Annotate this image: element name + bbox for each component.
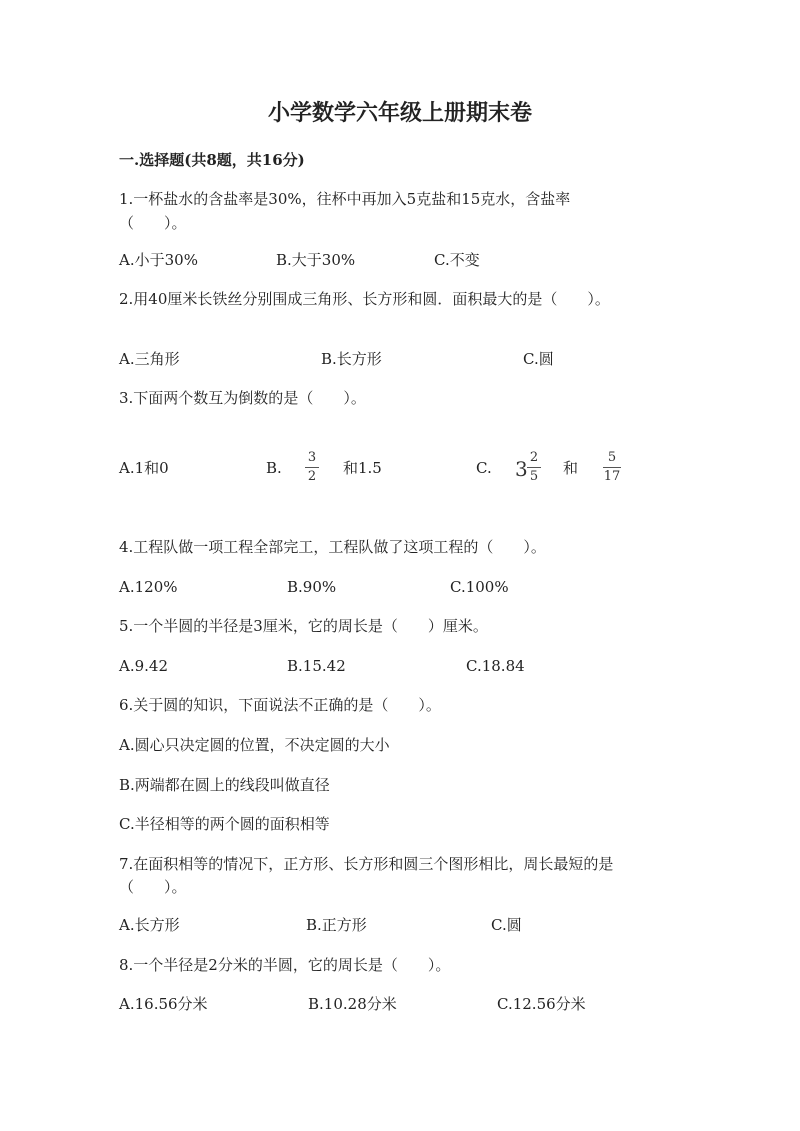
question-3-option-c-whole: 3: [515, 457, 528, 481]
question-7-text-cont: （ ）。: [119, 878, 187, 896]
fraction-numerator: 2: [529, 450, 539, 465]
question-7-option-c: C.圆: [491, 916, 522, 934]
question-1-text: 1.一杯盐水的含盐率是30%，往杯中再加入5克盐和15克水，含盐率: [119, 190, 571, 208]
question-2-option-a: A.三角形: [119, 350, 180, 368]
question-1-option-c: C.不变: [434, 251, 480, 269]
question-8-option-c: C.12.56分米: [497, 995, 586, 1013]
question-3-option-c-fraction: [527, 451, 541, 484]
question-6-option-a: A.圆心只决定圆的位置，不决定圆的大小: [119, 736, 390, 754]
fraction-numerator: 5: [607, 450, 617, 465]
question-5-option-b: B.15.42: [287, 657, 346, 675]
fraction-denominator: 2: [307, 469, 317, 484]
question-7-text: 7.在面积相等的情况下，正方形、长方形和圆三个图形相比，周长最短的是: [119, 855, 614, 873]
fraction-numerator: 3: [307, 450, 317, 465]
question-6-text: 6.关于圆的知识，下面说法不正确的是（ ）。: [119, 696, 441, 714]
question-2-text: 2.用40厘米长铁丝分别围成三角形、长方形和圆．面积最大的是（ ）。: [119, 290, 610, 308]
fraction-denominator: 17: [603, 469, 621, 484]
fraction-denominator: 5: [529, 469, 539, 484]
question-3-option-b-label: B.: [266, 459, 282, 477]
question-3-option-b-fraction: [305, 451, 319, 484]
question-1-text-cont: （ ）。: [119, 214, 187, 232]
question-3-text: 3.下面两个数互为倒数的是（ ）。: [119, 389, 366, 407]
question-5-text: 5.一个半圆的半径是3厘米，它的周长是（ ）厘米。: [119, 617, 488, 635]
question-3-option-a: A.1和0: [119, 459, 169, 477]
question-3-option-b-tail: 和1.5: [343, 459, 382, 477]
question-7-option-a: A.长方形: [119, 916, 180, 934]
question-4-option-b: B.90%: [287, 578, 337, 596]
question-6-option-c: C.半径相等的两个圆的面积相等: [119, 815, 330, 833]
fraction-bar: [527, 467, 541, 468]
question-4-option-a: A.120%: [119, 578, 178, 596]
question-4-text: 4.工程队做一项工程全部完工，工程队做了这项工程的（ ）。: [119, 538, 546, 556]
question-1-option-a: A.小于30%: [119, 251, 198, 269]
question-8-option-a: A.16.56分米: [119, 995, 208, 1013]
question-5-option-a: A.9.42: [119, 657, 168, 675]
question-2-option-b: B.长方形: [321, 350, 382, 368]
page-title: 小学数学六年级上册期末卷: [267, 100, 532, 126]
question-5-option-c: C.18.84: [466, 657, 525, 675]
question-6-option-b: B.两端都在圆上的线段叫做直径: [119, 776, 330, 794]
question-3-option-c-label: C.: [476, 459, 492, 477]
question-1-option-b: B.大于30%: [276, 251, 356, 269]
question-2-option-c: C.圆: [523, 350, 554, 368]
section-heading: 一.选择题(共8题，共16分): [119, 151, 305, 169]
fraction-bar: [305, 467, 319, 468]
question-4-option-c: C.100%: [450, 578, 509, 596]
question-3-option-c-fraction-2: [603, 451, 621, 484]
question-7-option-b: B.正方形: [306, 916, 367, 934]
fraction-bar: [603, 467, 621, 468]
question-3-option-c-and: 和: [563, 459, 579, 477]
question-8-option-b: B.10.28分米: [308, 995, 397, 1013]
question-8-text: 8.一个半径是2分米的半圆，它的周长是（ ）。: [119, 956, 451, 974]
